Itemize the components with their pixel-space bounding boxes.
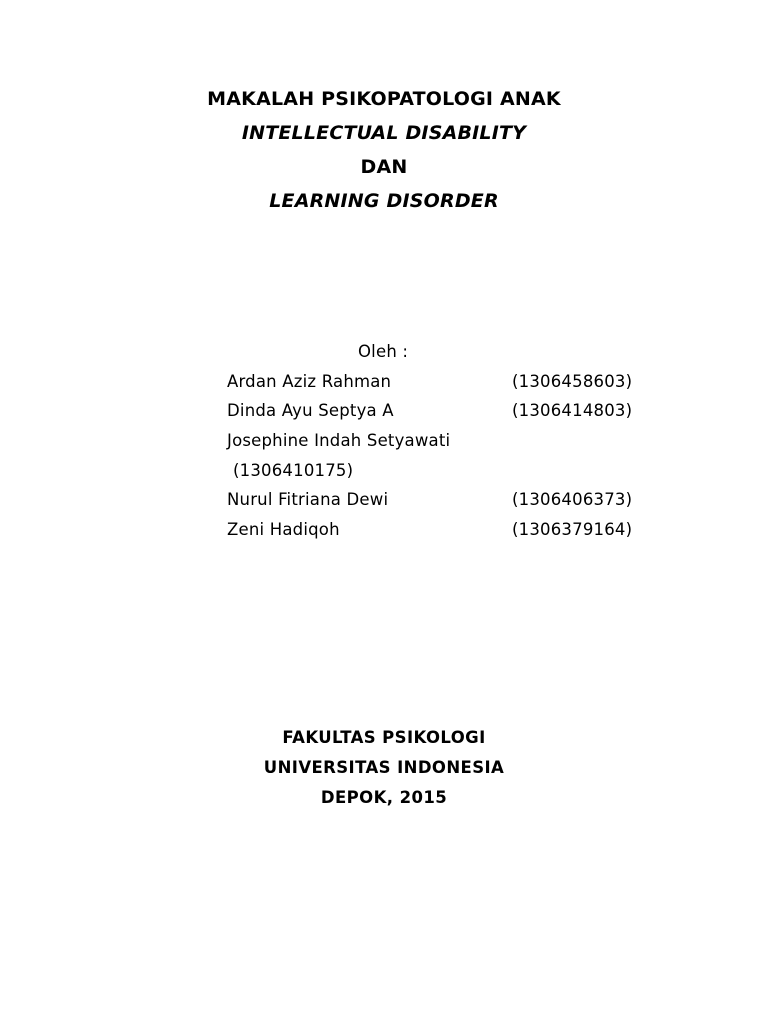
author-id: (1306458603) [512,372,633,391]
author-name: Dinda Ayu Septya A [227,401,394,420]
author-id: (1306379164) [512,520,633,539]
title-line-1: MAKALAH PSIKOPATOLOGI ANAK [207,88,561,110]
institution-block [0,726,768,816]
author-name: Nurul Fitriana Dewi [227,490,389,509]
faculty-name: FAKULTAS PSIKOLOGI [282,728,486,747]
author-name: Zeni Hadiqoh [227,520,340,539]
place-year: DEPOK, 2015 [320,788,448,807]
title-line-3: DAN [360,156,408,178]
author-id: (1306414803) [512,401,633,420]
university-name: UNIVERSITAS INDONESIA [263,758,505,777]
author-id: (1306410175) [233,461,354,480]
title-line-4: LEARNING DISORDER [269,190,499,212]
author-name: Ardan Aziz Rahman [227,372,392,391]
title-line-2: INTELLECTUAL DISABILITY [241,122,527,144]
author-name: Josephine Indah Setyawati [227,431,451,450]
author-heading: Oleh : [358,342,409,361]
author-id: (1306406373) [512,490,633,509]
document-title-block [0,86,768,222]
